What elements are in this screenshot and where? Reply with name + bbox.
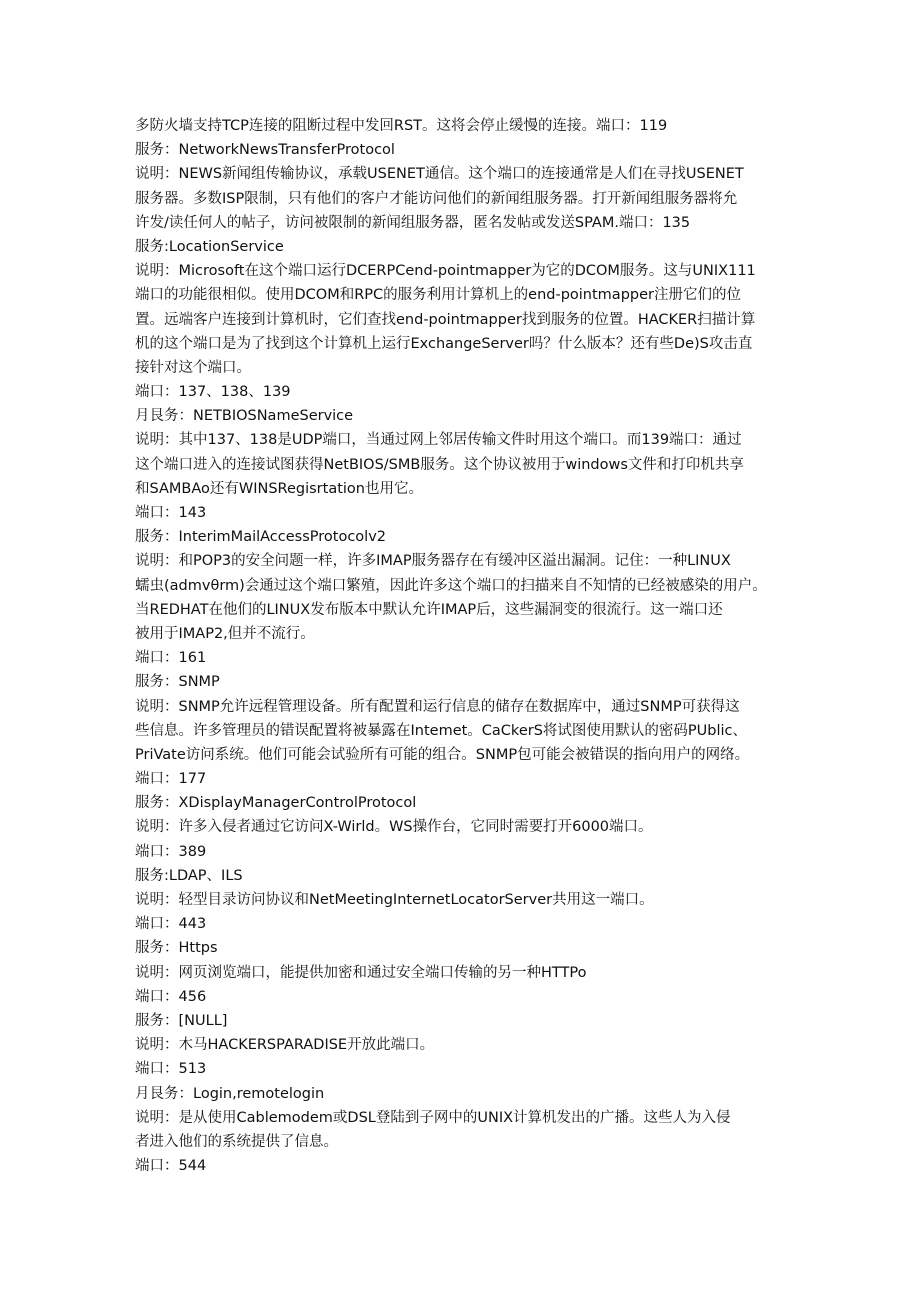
text-line: 服务:LDAP、ILS bbox=[135, 867, 243, 884]
text-line: 当REDHAT在他们的LINUX发布版本中默认允许IMAP后，这些漏洞变的很流行。这一端口还 bbox=[135, 601, 723, 618]
text-line: 说明：其中137、138是UDP端口，当通过网上邻居传输文件时用这个端口。而139端口：通过 bbox=[135, 432, 742, 449]
text-line: 者进入他们的系统提供了信息。 bbox=[135, 1133, 338, 1150]
text-line: 服务：NetworkNewsTransferProtocol bbox=[135, 142, 395, 159]
text-line: 说明：Microsoft在这个端口运行DCERPCend-pointmapper为它的DCOM服务。这与UNIX111 bbox=[135, 263, 756, 280]
text-line: 置。远端客户连接到计算机时，它们查找end-pointmapper找到服务的位置。HACKER扫描计算 bbox=[135, 311, 756, 328]
text-line: 端口的功能很相似。使用DCOM和RPC的服务利用计算机上的end-pointmapper注册它们的位 bbox=[135, 287, 741, 304]
text-line: 服务：InterimMailAccessProtocolv2 bbox=[135, 529, 387, 546]
text-line: 多防火墙支持TCP连接的阻断过程中发回RST。这将会停止缓慢的连接。端口：119 bbox=[135, 118, 668, 134]
text-line: 说明：NEWS新闻组传输协议，承载USENET通信。这个端口的连接通常是人们在寻找USENET bbox=[135, 166, 744, 183]
text-line: 端口：456 bbox=[135, 988, 207, 1005]
text-line: 服务：XDisplayManagerControlProtocol bbox=[135, 795, 417, 812]
text-line: 些信息。许多管理员的错误配置将被暴露在Intemet。CaCkerS将试图使用默认的密码PUblic、 bbox=[135, 722, 747, 739]
text-line: 机的这个端口是为了找到这个计算机上运行ExchangeServer吗？什么版本？还有些De)S攻击直 bbox=[135, 335, 753, 352]
text-line: 说明：和POP3的安全问题一样，许多IMAP服务器存在有缓冲区溢出漏洞。记住：一种LINUX bbox=[135, 553, 731, 570]
text-line: 服务：[NULL] bbox=[135, 1012, 228, 1029]
text-line: 端口：443 bbox=[135, 916, 207, 933]
text-line: 端口：544 bbox=[135, 1158, 207, 1175]
text-line: 服务器。多数ISP限制，只有他们的客户才能访问他们的新闻组服务器。打开新闻组服务器将允 bbox=[135, 190, 738, 207]
text-line: 服务:LocationService bbox=[135, 238, 284, 255]
text-line: 端口：143 bbox=[135, 505, 207, 521]
text-line: 被用于IMAP2,但并不流行。 bbox=[135, 625, 315, 642]
text-line: 这个端口进入的连接试图获得NetBIOS/SMB服务。这个协议被用于windows文件和打印机共享 bbox=[135, 456, 744, 473]
text-line: 说明：是从使用Cablemodem或DSL登陆到子网中的UNIX计算机发出的广播。这些人为入侵 bbox=[135, 1109, 731, 1126]
document-body bbox=[135, 114, 800, 1178]
text-line: 端口：137、138、139 bbox=[135, 384, 291, 401]
text-line: 接针对这个端口。 bbox=[135, 359, 251, 376]
text-line: 月艮务：NETBIOSNameService bbox=[135, 408, 354, 425]
text-line: 许发/读任何人的帖子，访问被限制的新闻组服务器，匿名发帖或发送SPAM.端口：135 bbox=[135, 214, 691, 231]
text-line: 和SAMBAo还有WINSRegisrtation也用它。 bbox=[135, 480, 423, 497]
text-line: 说明：网页浏览端口，能提供加密和通过安全端口传输的另一种HTTPo bbox=[135, 964, 587, 981]
text-line: 说明：木马HACKERSPARADISE开放此端口。 bbox=[135, 1037, 435, 1054]
text-line: PriVate访问系统。他们可能会试验所有可能的组合。SNMP包可能会被错误的指向用户的网络。 bbox=[135, 746, 750, 763]
text-line: 蠕虫(admvθrm)会通过这个端口繁殖，因此许多这个端口的扫描来自不知情的已经被感染的用户。 bbox=[135, 577, 767, 594]
text-line: 端口：161 bbox=[135, 650, 207, 667]
text-line: 服务：Https bbox=[135, 940, 218, 957]
text-line: 说明：许多入侵者通过它访问X-Wirld。WS操作台，它同时需要打开6000端口。 bbox=[135, 819, 653, 836]
text-line: 月艮务：Login,remotelogin bbox=[135, 1085, 325, 1102]
text-line: 说明：SNMP允许远程管理设备。所有配置和运行信息的储存在数据库中，通过SNMP可获得这 bbox=[135, 698, 740, 715]
text-line: 服务：SNMP bbox=[135, 674, 220, 691]
text-line: 端口：177 bbox=[135, 771, 207, 788]
text-line: 说明：轻型目录访问协议和NetMeetingInternetLocatorServer共用这一端口。 bbox=[135, 892, 654, 908]
text-line: 端口：389 bbox=[135, 843, 207, 860]
text-line: 端口：513 bbox=[135, 1061, 207, 1078]
